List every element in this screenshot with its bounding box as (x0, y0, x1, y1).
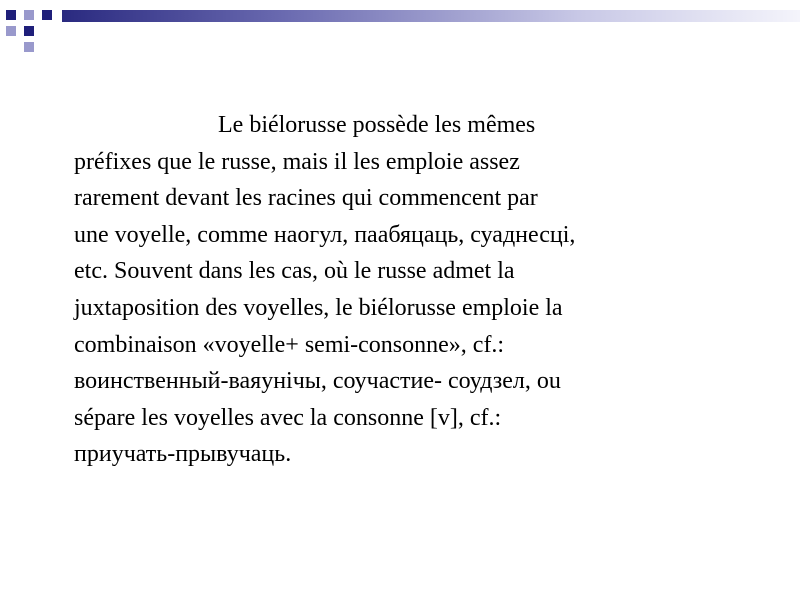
text-line: etc. Souvent dans les cas, où le russe admet la (74, 258, 515, 285)
text-line: Le biélorusse possède les mêmes (218, 112, 536, 138)
decor-square (42, 10, 52, 20)
text-line: combinaison «voyelle+ semi-consonne», cf.: (74, 331, 505, 358)
text-line: une voyelle, comme наогул, паабяцаць, суаднесці, (74, 221, 576, 248)
text-line: préfixes que le russe, mais il les emploie assez (74, 148, 520, 175)
text-line: juxtaposition des voyelles, le biélorusse emploie la (74, 294, 563, 321)
decor-square (6, 26, 16, 36)
text-line: sépare les voyelles avec la consonne [v], cf.: (74, 404, 502, 431)
header-gradient-bar (62, 10, 800, 22)
decor-square (24, 10, 34, 20)
decor-square (6, 10, 16, 20)
text-line: приучать-прывучаць. (74, 441, 292, 468)
text-line: воинственный-ваяунiчы, соучастие- соудзел, ou (74, 368, 561, 395)
decor-square (24, 26, 34, 36)
slide-body-text (74, 107, 744, 473)
decor-square (24, 42, 34, 52)
text-line: rarement devant les racines qui commencent par (74, 185, 538, 212)
